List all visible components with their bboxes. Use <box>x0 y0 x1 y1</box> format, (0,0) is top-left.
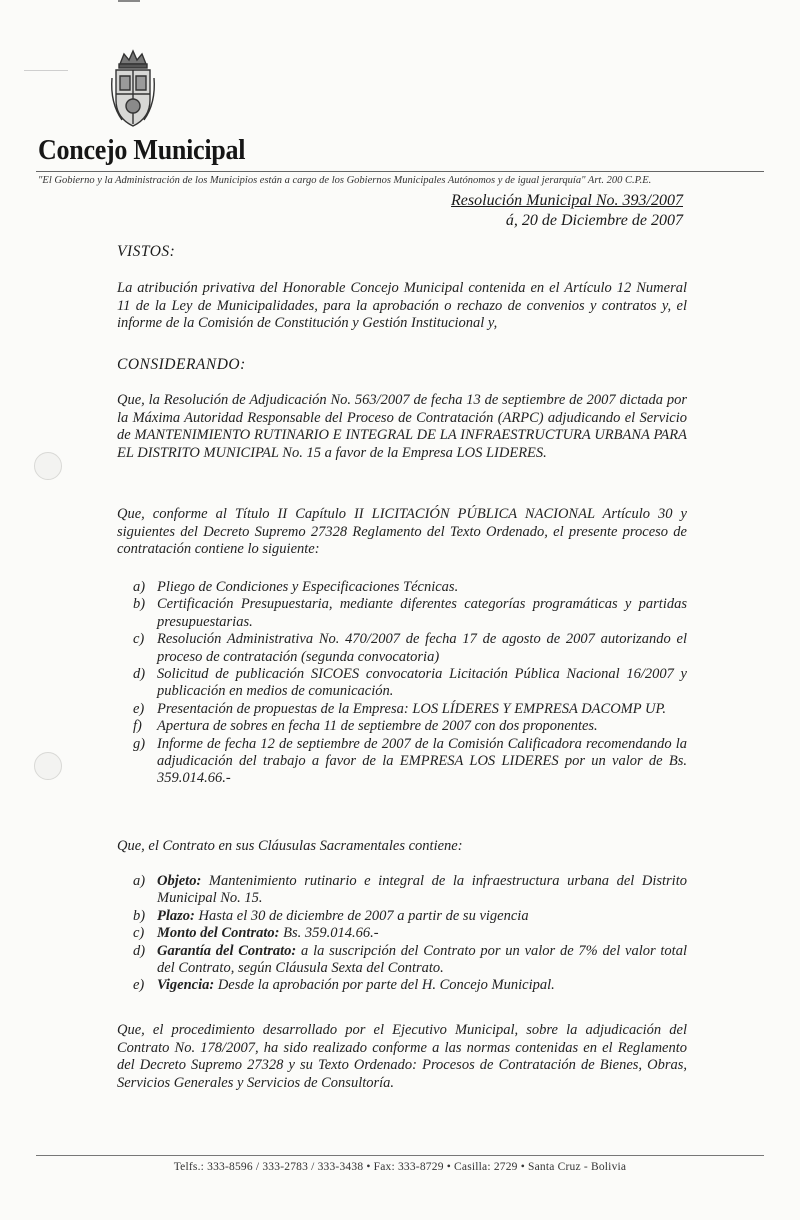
vistos-heading: VISTOS: <box>117 243 176 260</box>
footer-divider <box>36 1155 764 1156</box>
considerando-para-4: Que, el procedimiento desarrollado por el Ejecutivo Municipal, sobre la adjudicación del Contrato No. 178/2007, ha sido realizado conforme a las normas contenidas en el Reglamento del Decreto Supremo 27328 y su Texto Ordenado: Procesos de Contratación de Bienes, Obras, Servicios Generales y Servicios de Consultoría. <box>117 1022 687 1091</box>
scan-speck <box>24 70 68 71</box>
motto: "El Gobierno y la Administración de los Municipios están a cargo de los Gobiernos Municipales Autónomos y de igual jerarquía" Art. 200 C.P.E. <box>38 175 652 186</box>
header-divider <box>36 171 764 172</box>
list-item: c) Monto del Contrato: Bs. 359.014.66.- <box>133 925 379 942</box>
process-list <box>117 579 687 788</box>
list-item: a) Pliego de Condiciones y Especificaciones Técnicas. <box>133 579 459 595</box>
resolution-title: Resolución Municipal No. 393/2007 <box>451 192 683 209</box>
considerando-para-2: Que, conforme al Título II Capítulo II LICITACIÓN PÚBLICA NACIONAL Artículo 30 y siguientes del Decreto Supremo 27328 Reglamento del Texto Ordenado, el presente proceso de contratación contiene lo siguiente: <box>117 506 687 558</box>
resolution-date: á, 20 de Diciembre de 2007 <box>505 212 683 229</box>
list-item: c) Resolución Administrativa No. 470/2007 de fecha 17 de agosto de 2007 autorizando el proceso de contratación (segunda convocatoria) <box>133 631 687 665</box>
punch-hole-top <box>34 452 62 480</box>
list-item: d) Solicitud de publicación SICOES convocatoria Licitación Pública Nacional 16/2007 y publicación en medios de comunicación. <box>133 666 687 700</box>
page-mark <box>118 0 140 2</box>
vistos-text: La atribución privativa del Honorable Concejo Municipal contenida en el Artículo 12 Numeral 11 de la Ley de Municipalidades, para la aprobación o rechazo de convenios y contratos y, el informe de la Comisión de Constitución y Gestión Institucional y, <box>117 280 687 332</box>
org-name: Concejo Municipal <box>38 135 246 166</box>
considerando-para-1: Que, la Resolución de Adjudicación No. 563/2007 de fecha 13 de septiembre de 2007 dictada por la Máxima Autoridad Responsable del Proceso de Contratación (ARPC) adjudicando el Servicio de MANTENIMIENTO RUTINARIO E INTEGRAL DE LA INFRAESTRUCTURA URBANA PARA EL DISTRITO MUNICIPAL No. 15 a favor de la Empresa LOS LIDERES. <box>117 392 687 461</box>
list-item: f) Apertura de sobres en fecha 11 de septiembre de 2007 con dos proponentes. <box>133 718 598 735</box>
coat-of-arms-icon <box>108 48 158 134</box>
list-item: g) Informe de fecha 12 de septiembre de 2007 de la Comisión Calificadora recomendando la adjudicación del trabajo a favor de la EMPRESA LOS LIDERES por un valor de Bs. 359.014.66.- <box>133 735 687 787</box>
list-item: e) Vigencia: Desde la aprobación por parte del H. Concejo Municipal. <box>133 977 555 994</box>
footer-contact: Telfs.: 333-8596 / 333-2783 / 333-3438 • Fax: 333-8729 • Casilla: 2729 • Santa Cruz - Bolivia <box>173 1161 627 1173</box>
list-item: d) Garantía del Contrato: a la suscripción del Contrato por un valor de 7% del valor total del Contrato, según Cláusula Sexta del Contrato. <box>133 942 687 977</box>
punch-hole-bottom <box>34 752 62 780</box>
contract-clauses-list <box>117 873 687 995</box>
list-item: b) Plazo: Hasta el 30 de diciembre de 2007 a partir de su vigencia <box>133 907 529 924</box>
list-item: a) Objeto: Mantenimiento rutinario e integral de la infraestructura urbana del Distrito Municipal No. 15. <box>133 873 687 907</box>
list-item: b) Certificación Presupuestaria, mediante diferentes categorías programáticas y partidas presupuestarias. <box>133 596 687 630</box>
considerando-heading: CONSIDERANDO: <box>117 356 246 373</box>
considerando-para-3: Que, el Contrato en sus Cláusulas Sacramentales contiene: <box>117 838 463 854</box>
list-item: e) Presentación de propuestas de la Empresa: LOS LÍDERES Y EMPRESA DACOMP UP. <box>133 700 667 717</box>
